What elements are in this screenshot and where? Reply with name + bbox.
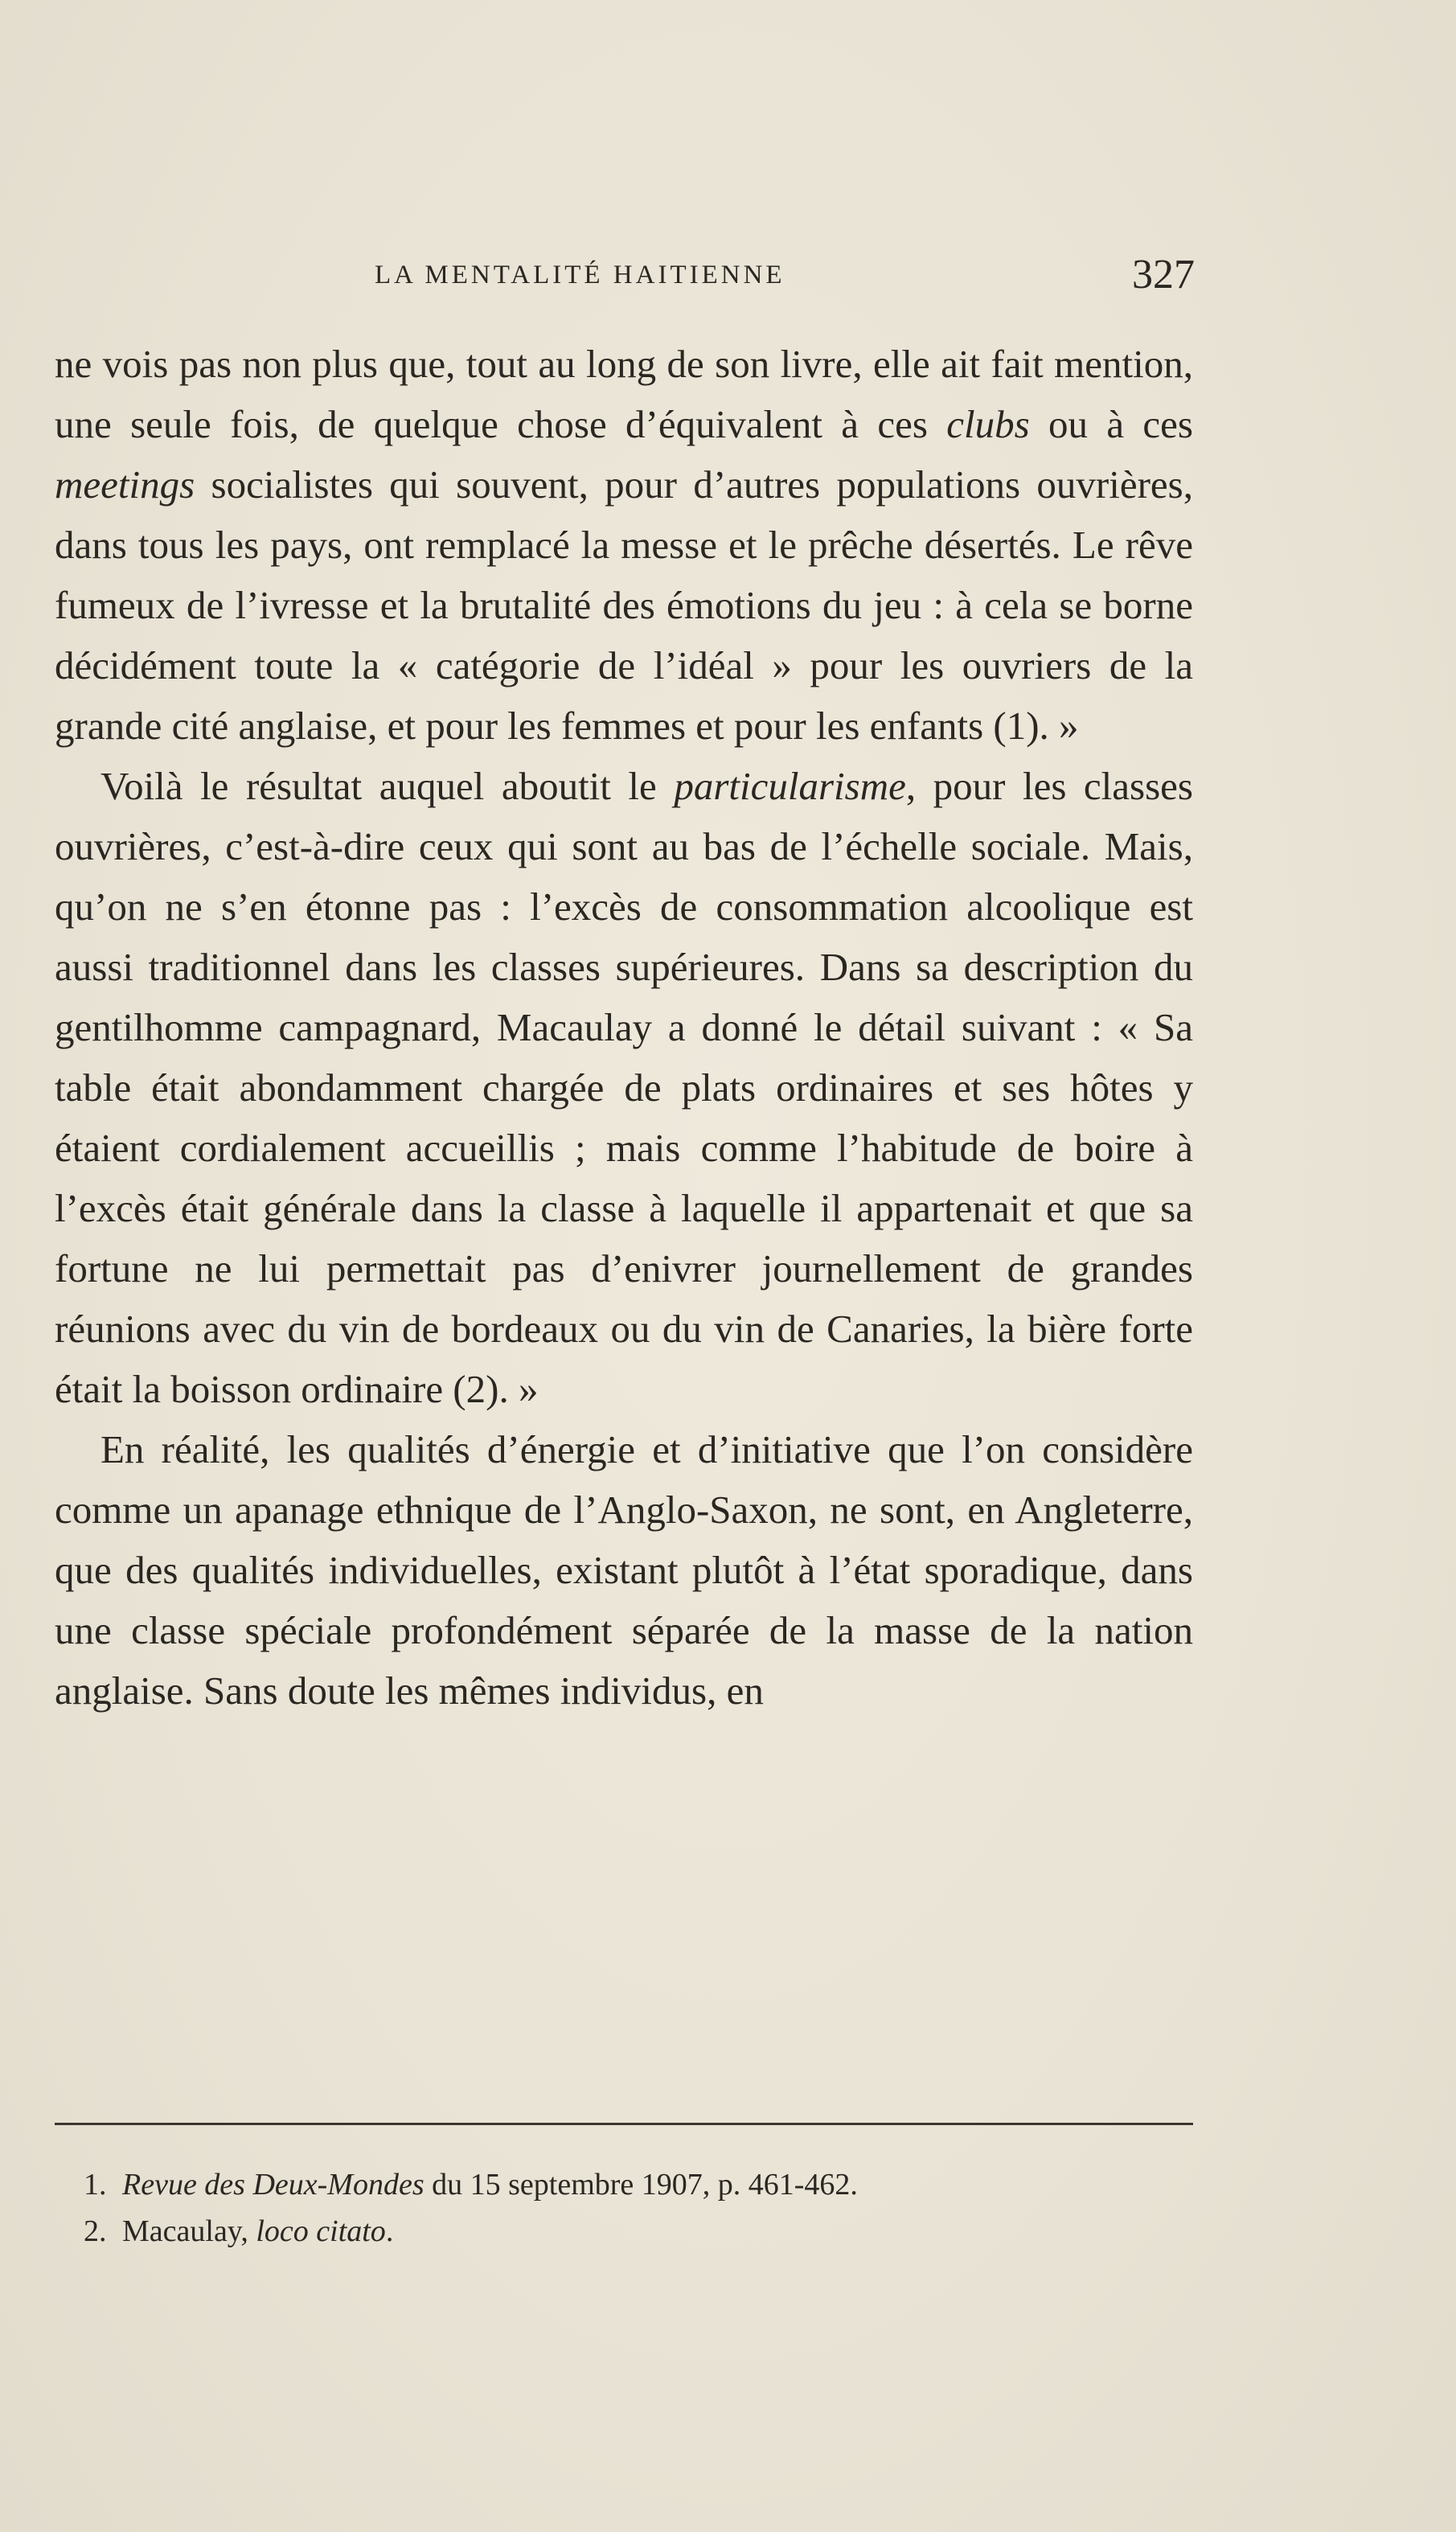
paragraph-3	[55, 1419, 1193, 1721]
footnotes	[84, 2161, 1193, 2255]
footnote-2	[84, 2208, 1193, 2255]
footnote-2-number: 2.	[84, 2214, 107, 2248]
footnote-1-number: 1.	[84, 2168, 107, 2202]
footnote-2-text: Macaulay,	[122, 2214, 256, 2248]
paragraph-2-text-b: , pour les classes ouvrières, c’est-à-dire ceux qui sont au bas de l’échelle sociale. Mais, qu’on ne s’en étonne pas : l’excès de consommation alcoolique est aussi traditionnel dans les classes supérieures. Dans sa description du gentilhomme campagnard, Macaulay a donné le détail suivant : « Sa table était abondamment chargée de plats ordinaires et ses hôtes y étaient cordialement accueillis ; mais comme l’habitude de boire à l’excès était générale dans la classe à laquelle il appartenait et que sa fortune ne lui permettait pas d’enivrer journellement de grandes réunions avec du vin de bordeaux ou du vin de Canaries, la bière forte était la boisson ordinaire (2). »	[55, 764, 1193, 1411]
paragraph-1-text-b: ou à ces	[1029, 402, 1193, 446]
italic-clubs: clubs	[946, 402, 1030, 446]
paragraph-1-text-c: socialistes qui souvent, pour d’autres populations ouvrières, dans tous les pays, ont remplacé la messe et le prêche désertés. Le rêve fumeux de l’ivresse et la brutalité des émotions du jeu : à cela se borne décidément toute la « catégorie de l’idéal » pour les ouvriers de la grande cité anglaise, et pour les femmes et pour les enfants (1). »	[55, 462, 1193, 748]
paragraph-2	[55, 756, 1193, 1419]
footnote-1	[84, 2161, 1193, 2208]
footnote-1-italic: Revue des Deux-Mondes	[122, 2168, 424, 2202]
italic-particularisme: particularisme	[674, 764, 906, 808]
paragraph-1	[55, 334, 1193, 756]
paragraph-3-text: En réalité, les qualités d’énergie et d’initiative que l’on considère comme un apanage ethnique de l’Anglo-Saxon, ne sont, en Angleterre, que des qualités individuelles, existant plutôt à l’état sporadique, dans une classe spéciale profondément séparée de la masse de la nation anglaise. Sans doute les mêmes individus, en	[55, 1427, 1193, 1713]
footnote-2-after: .	[385, 2214, 394, 2248]
paragraph-2-text-a: Voilà le résultat auquel aboutit le	[100, 764, 675, 808]
footnote-2-italic: loco citato	[256, 2214, 386, 2248]
running-head	[375, 251, 1195, 299]
running-title: LA MENTALITÉ HAITIENNE	[375, 261, 785, 289]
italic-meetings: meetings	[55, 462, 195, 507]
paragraph-1-text-a: ne vois pas non plus que, tout au long de son livre, elle ait fait mention, une seule fois, de quelque chose d’équivalent à ces	[55, 342, 1193, 446]
body-text	[55, 334, 1193, 1721]
footnote-divider	[55, 2123, 1193, 2125]
page-number: 327	[1132, 252, 1195, 298]
footnote-1-text: du 15 septembre 1907, p. 461-462.	[424, 2168, 858, 2202]
